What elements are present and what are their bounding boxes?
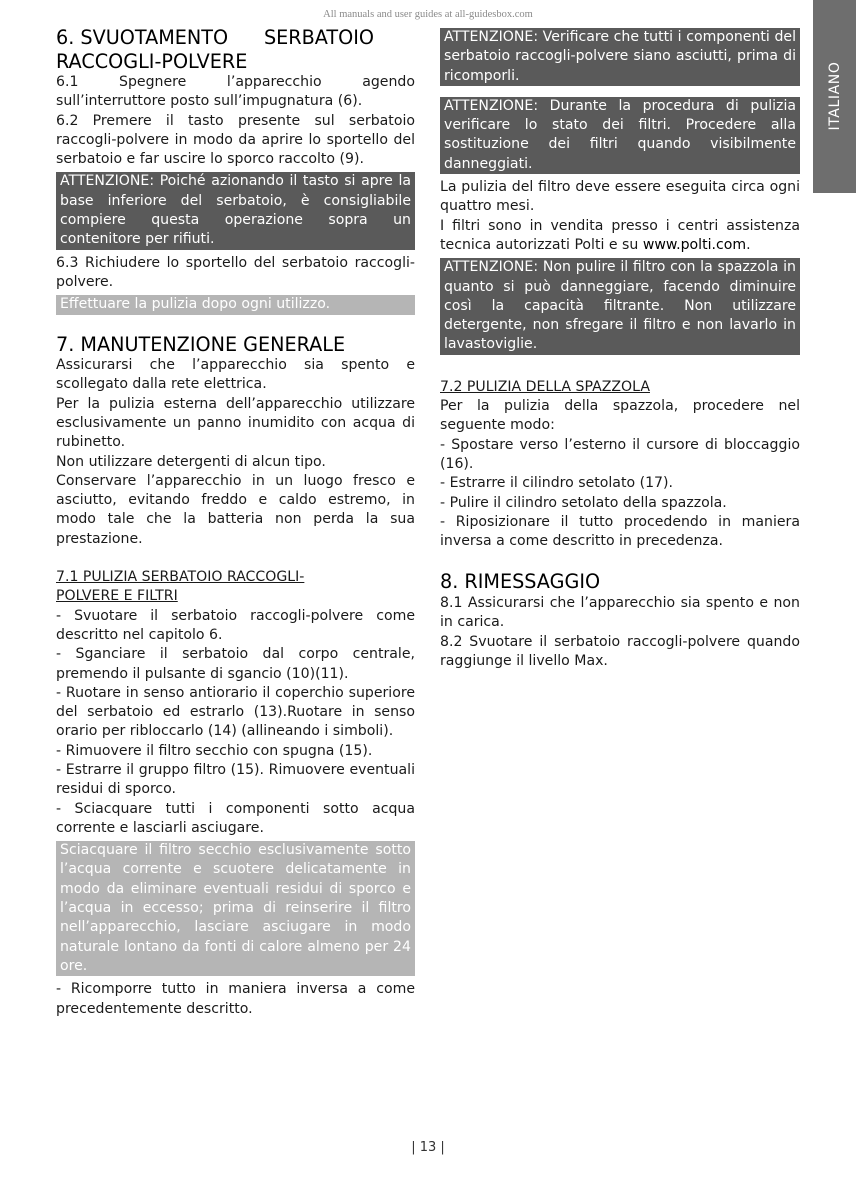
step-6-3: 6.3 Richiudere lo sportello del serbatoio raccogli-polvere. bbox=[56, 254, 415, 290]
warning-box: ATTENZIONE: Durante la procedura di pulizia verificare lo stato dei filtri. Procedere alla sostituzione dei filtri quando visibilmente danneggiati. bbox=[440, 97, 800, 174]
list-item: - Ruotare in senso antiorario il coperchio superiore del serbatoio ed estrarlo (13).Ruotare in senso orario per ribloccarlo (14) (allineando i simboli). bbox=[56, 684, 415, 740]
section-7-2-title: 7.2 PULIZIA DELLA SPAZZOLA bbox=[440, 378, 650, 395]
list-item: - Sganciare il serbatoio dal corpo centrale, premendo il pulsante di sgancio (10)(11). bbox=[56, 646, 415, 682]
right-column bbox=[440, 26, 800, 671]
list-item: - Sciacquare tutti i componenti sotto acqua corrente e lasciarli asciugare. bbox=[56, 800, 415, 836]
note-box: Sciacquare il filtro secchio esclusivamente sotto l’acqua corrente e scuotere delicatamente in modo da eliminare eventuali residui di sporco e l’acqua in eccesso; prima di reinserire il filtro nell’apparecchio, lasciare asciugare in modo naturale lontano da fonti di calore almeno per 24 ore. bbox=[56, 841, 415, 976]
list-item: - Ricomporre tutto in maniera inversa a come precedentemente descritto. bbox=[56, 981, 415, 1017]
paragraph: Per la pulizia esterna dell’apparecchio utilizzare esclusivamente un panno inumidito con acqua di rubinetto. bbox=[56, 395, 415, 451]
list-item: - Estrarre il gruppo filtro (15). Rimuovere eventuali residui di sporco. bbox=[56, 762, 415, 798]
step-8-2: 8.2 Svuotare il serbatoio raccogli-polvere quando raggiunge il livello Max. bbox=[440, 633, 800, 669]
note-box: Effettuare la pulizia dopo ogni utilizzo. bbox=[56, 295, 415, 314]
list-item: - Spostare verso l’esterno il cursore di bloccaggio (16). bbox=[440, 436, 800, 472]
watermark: All manuals and user guides at all-guidesbox.com bbox=[323, 9, 533, 20]
section-7-1-title: 7.1 PULIZIA SERBATOIO RACCOGLI- POLVERE E FILTRI bbox=[56, 569, 305, 605]
list-item: - Riposizionare il tutto procedendo in maniera inversa a come descritto in precedenza. bbox=[440, 513, 800, 550]
warning-box: ATTENZIONE: Poiché azionando il tasto si apre la base inferiore del serbatoio, è consigliabile compiere questa operazione sopra un contenitore per rifiuti. bbox=[56, 172, 415, 249]
list-item: - Rimuovere il filtro secchio con spugna (15). bbox=[56, 742, 373, 759]
left-column bbox=[56, 26, 415, 1019]
warning-box: ATTENZIONE: Verificare che tutti i componenti del serbatoio raccogli-polvere siano asciutti, prima di ricomporli. bbox=[440, 28, 800, 86]
paragraph: Assicurarsi che l’apparecchio sia spento e scollegato dalla rete elettrica. bbox=[56, 357, 415, 393]
step-6-2: 6.2 Premere il tasto presente sul serbatoio raccogli-polvere in modo da aprire lo sportello del serbatoio e far uscire lo sporco raccolto (9). bbox=[56, 112, 415, 168]
section-6-title-line2: RACCOGLI-POLVERE bbox=[56, 49, 248, 73]
paragraph: Per la pulizia della spazzola, procedere nel seguente modo: bbox=[440, 398, 800, 434]
language-tab-label: ITALIANO bbox=[826, 61, 843, 131]
paragraph: Non utilizzare detergenti di alcun tipo. bbox=[56, 453, 326, 470]
list-item: - Pulire il cilindro setolato della spazzola. bbox=[440, 494, 727, 511]
list-item: - Estrarre il cilindro setolato (17). bbox=[440, 475, 673, 492]
paragraph: I filtri sono in vendita presso i centri assistenza tecnica autorizzati Polti e su www.polti.com. bbox=[440, 217, 800, 253]
section-8-title: 8. RIMESSAGGIO bbox=[440, 570, 601, 594]
paragraph: La pulizia del filtro deve essere eseguita circa ogni quattro mesi. bbox=[440, 179, 800, 215]
section-7-title: 7. MANUTENZIONE GENERALE bbox=[56, 332, 346, 356]
warning-box: ATTENZIONE: Non pulire il filtro con la spazzola in quanto si può danneggiare, facendo diminuire così la capacità filtrante. Non utilizzare detergente, non sfregare il filtro e non lavarlo in lavastoviglie. bbox=[440, 258, 800, 354]
paragraph: Conservare l’apparecchio in un luogo fresco e asciutto, evitando freddo e caldo estremo, in modo tale che la batteria non perda la sua prestazione. bbox=[56, 472, 415, 547]
section-6-title: 6. SVUOTAMENTO SERBATOIO bbox=[56, 26, 374, 49]
list-item: - Svuotare il serbatoio raccogli-polvere come descritto nel capitolo 6. bbox=[56, 607, 415, 643]
language-tab bbox=[813, 0, 856, 193]
polti-website-link[interactable]: www.polti.com bbox=[642, 236, 747, 253]
step-6-1: 6.1 Spegnere l’apparecchio agendo sull’interruttore posto sull’impugnatura (6). bbox=[56, 74, 415, 110]
step-8-1: 8.1 Assicurarsi che l’apparecchio sia spento e non in carica. bbox=[440, 594, 800, 631]
page-number: | 13 | bbox=[411, 1140, 445, 1155]
